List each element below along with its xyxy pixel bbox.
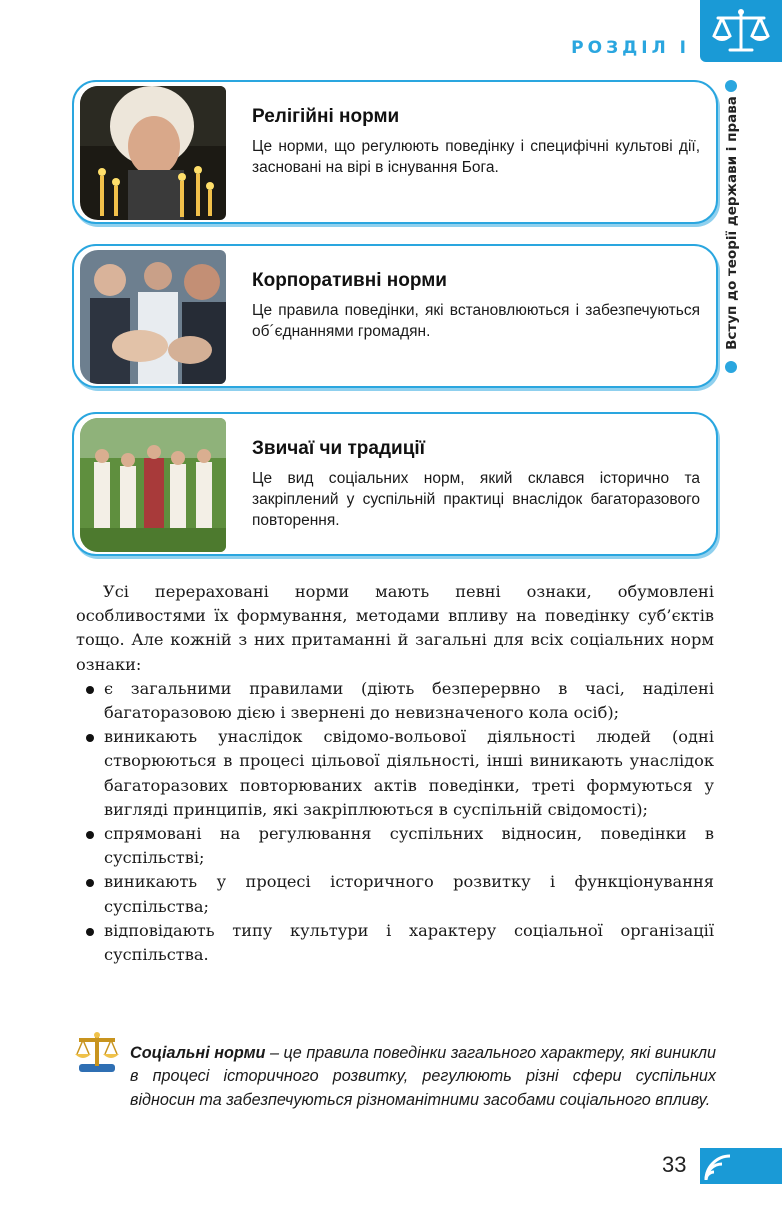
list-item: [104, 870, 714, 918]
bullet-icon: [86, 734, 94, 742]
definition-block: [130, 1042, 716, 1112]
card-religious-norms: [72, 80, 718, 224]
photo-religious: [80, 86, 226, 220]
list-item: [104, 677, 714, 725]
definition-text: – це правила поведінки загального характеру, які виникли в процесі історичного розвитку, регулюють різні сфери суспільних відносин та забезпечуються різноманітними засобами соціального впливу.: [130, 1044, 716, 1109]
side-label: [716, 80, 746, 380]
bullet-icon: [86, 928, 94, 936]
signal-waves-icon: [702, 1150, 762, 1184]
list-item: [104, 725, 714, 822]
photo-corporate: [80, 250, 226, 384]
page-tab: [700, 1148, 782, 1184]
bullet-icon: [86, 686, 94, 694]
scales-of-justice-icon: [73, 1030, 121, 1074]
main-text: [76, 580, 714, 967]
list-item-text: виникають у процесі історичного розвитку і функціонування суспільства;: [104, 872, 714, 916]
card-body: Це норми, що регулюють поведінку і специфічні культові дії, засновані на вірі в існування Бога.: [252, 138, 700, 176]
list-item-text: відповідають типу культури і характеру соціальної організації суспільства.: [104, 920, 714, 965]
card-title: Корпоративні норми: [252, 270, 447, 291]
definition-term: Соціальні норми: [130, 1044, 266, 1062]
card-title: Звичаї чи традиції: [252, 438, 425, 459]
side-label-text: Вступ до теорії держави і права: [724, 96, 740, 350]
bullet-icon: [86, 879, 94, 887]
scales-of-justice-icon: [708, 6, 774, 56]
list-item: [104, 919, 714, 967]
card-body: Це вид соціальних норм, який склався історично та закріплений у суспільній практиці внаслідок багаторазового повторення.: [252, 470, 700, 529]
corner-tab: [700, 0, 782, 62]
intro-paragraph: Усі перераховані норми мають певні ознаки, обумовлені особливостями їх формування, методами впливу на поведінку суб’єктів тощо. Але кожній з них притаманні й загальні для всіх соціальних норм ознаки:: [76, 582, 714, 674]
card-customs-traditions: [72, 412, 718, 556]
bullet-icon: [86, 831, 94, 839]
page-number: 33: [662, 1152, 687, 1177]
photo-traditions: [80, 418, 226, 552]
list-item-text: виникають унаслідок свідомо-вольової діяльності людей (одні створюються в процесі цільової діяльності, інші виникають унаслідок багаторазових повторюваних актів поведінки, треті формуються у вигляді принципів, які закріплюються в суспільній свідомості);: [104, 727, 714, 819]
card-corporate-norms: [72, 244, 718, 388]
card-title: Релігійні норми: [252, 106, 400, 127]
list-item-text: спрямовані на регулювання суспільних відносин, поведінки в суспільстві;: [104, 824, 714, 868]
card-body: Це правила поведінки, які встановлюються і забезпечуються об´єднаннями громадян.: [252, 302, 700, 340]
list-item: [104, 822, 714, 870]
features-list: [76, 677, 714, 967]
side-dot-bottom: [725, 361, 737, 373]
list-item-text: є загальними правилами (діють безперервно в часі, наділені багаторазовою дією і звернені до невизначеного кола осіб);: [104, 678, 714, 723]
section-label: РОЗДІЛ І: [571, 38, 690, 58]
